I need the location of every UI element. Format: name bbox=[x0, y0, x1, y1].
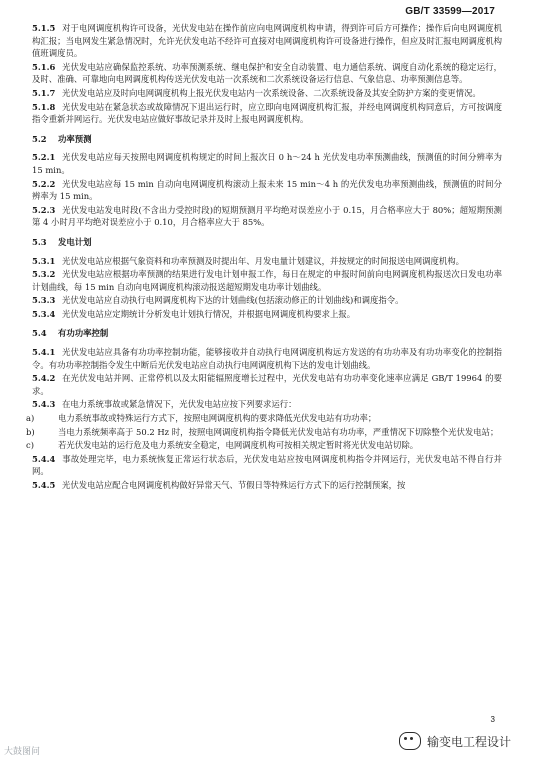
clause-number: 5.2.1 bbox=[32, 152, 56, 163]
clause-number: 5.4.1 bbox=[32, 347, 56, 358]
clause-text: 光伏发电站应配合电网调度机构做好异常天气、节假日等特殊运行方式下的运行控制预案，按 bbox=[62, 480, 406, 490]
clause-number: 5.3.1 bbox=[32, 255, 56, 266]
clause-number: 5.2.2 bbox=[32, 178, 56, 189]
clause-text: 在电力系统事故或紧急情况下，光伏发电站应按下列要求运行： bbox=[62, 399, 297, 410]
clause-number: 5.3.4 bbox=[32, 308, 56, 319]
list-item-text: 电力系统事故或特殊运行方式下，按照电网调度机构的要求降低光伏发电站有功功率； bbox=[58, 413, 377, 424]
watermark-brand-text: 输变电工程设计 bbox=[426, 734, 511, 749]
clause-paragraph bbox=[32, 178, 502, 203]
list-item-label: c) bbox=[26, 440, 34, 451]
clause-number: 5.4.2 bbox=[32, 373, 56, 384]
watermark-brand bbox=[399, 732, 511, 750]
page-number: 3 bbox=[490, 715, 495, 724]
clause-paragraph bbox=[32, 479, 502, 492]
clause-number: 5.1.8 bbox=[32, 101, 56, 112]
clause-paragraph bbox=[32, 268, 502, 293]
clause-text: 光伏发电站应根据功率预测的结果进行发电计划申报工作，每日在规定的申报时间前向电网调度机构报送次日发电功率计划曲线，每 15 min 自动向电网调度机构滚动报送超短期发电功率计划曲线。 bbox=[32, 269, 502, 292]
clause-paragraph bbox=[32, 101, 502, 126]
clause-text: 光伏发电站应每 15 min 自动向电网调度机构滚动上报未来 15 min～4 h 的光伏发电功率预测曲线，预测值的时间分辨率为 15 min。 bbox=[32, 178, 502, 202]
clause-text: 光伏发电站发电时段(不含出力受控时段)的短期预测月平均绝对误差应小于 0.15，月合格率应大于 80%；超短期预测第 4 小时月平均绝对误差应小于 0.10，月合格率应大于 85%。 bbox=[32, 204, 502, 228]
clause-paragraph bbox=[32, 151, 502, 176]
clause-paragraph bbox=[32, 87, 502, 100]
clause-number: 5.2.3 bbox=[32, 204, 56, 215]
document-body bbox=[26, 22, 502, 493]
list-item bbox=[26, 412, 502, 425]
clause-text: 光伏发电站应定期统计分析发电计划执行情况，并根据电网调度机构要求上报。 bbox=[62, 308, 356, 319]
clause-number: 5.3.3 bbox=[32, 295, 56, 306]
clause-text: 光伏发电站应每天按照电网调度机构规定的时间上报次日 0 h～24 h 光伏发电功率预测曲线，预测值的时间分辨率为 15 min。 bbox=[32, 152, 502, 175]
clause-text: 光伏发电站在紧急状态或故障情况下退出运行时，应立即向电网调度机构汇报，并经电网调度机构同意后，方可按调度指令重新并网运行。光伏发电站应做好事故记录并及时上报电网调度机构。 bbox=[32, 101, 502, 125]
clause-text: 光伏发电站应具备有功功率控制功能，能够接收并自动执行电网调度机构远方发送的有功功率及有功功率变化的控制指令。有功功率控制指令发生中断后光伏发电站应自动执行电网调度机构下达的发电计划曲线。 bbox=[32, 347, 502, 370]
clause-text: 事故处理完毕，电力系统恢复正常运行状态后，光伏发电站应按电网调度机构指令并网运行，光伏发电站不得自行并网。 bbox=[32, 453, 502, 477]
clause-text: 光伏发电站应根据气象资料和功率预测及时提出年、月发电量计划建议，并按规定的时间报送电网调度机构。 bbox=[62, 255, 464, 266]
list-item-text: 当电力系统频率高于 50.2 Hz 时，按照电网调度机构指令降低光伏发电站有功功率，严重情况下切除整个光伏发电站； bbox=[58, 426, 499, 437]
section-heading-5-2: 5.2 功率预测 bbox=[32, 133, 92, 144]
wechat-icon bbox=[399, 732, 421, 750]
clause-text: 光伏发电站应确保监控系统、功率预测系统、继电保护和安全自动装置、电力通信系统、调度自动化系统的稳定运行，及时、准确、可靠地向电网调度机构传送光伏发电站一次系统和二次系统设备运行信息、气象信息、功率预测信息等。 bbox=[32, 61, 502, 85]
clause-paragraph bbox=[32, 453, 502, 478]
clause-paragraph bbox=[32, 61, 502, 86]
clause-text: 光伏发电站应及时向电网调度机构上报光伏发电站内一次系统设备、二次系统设备及其安全防护方案的变更情况。 bbox=[62, 87, 481, 98]
watermark-left: 大鼓图问 bbox=[4, 747, 41, 757]
clause-text: 光伏发电站应自动执行电网调度机构下达的计划曲线(包括滚动修正的计划曲线)和调度指令。 bbox=[62, 295, 404, 306]
standard-number-header: GB/T 33599—2017 bbox=[405, 6, 495, 17]
clause-number: 5.1.6 bbox=[32, 61, 56, 72]
clause-paragraph bbox=[32, 398, 502, 411]
list-item-label: a) bbox=[26, 413, 35, 424]
clause-paragraph bbox=[32, 22, 502, 60]
clause-number: 5.1.5 bbox=[32, 23, 56, 33]
clause-paragraph bbox=[32, 294, 502, 307]
section-heading-5-3: 5.3 发电计划 bbox=[32, 236, 92, 247]
clause-paragraph bbox=[32, 346, 502, 371]
clause-paragraph bbox=[32, 308, 502, 321]
clause-paragraph bbox=[32, 255, 502, 268]
clause-paragraph bbox=[32, 204, 502, 229]
clause-number: 5.4.3 bbox=[32, 399, 56, 410]
list-item bbox=[26, 439, 502, 452]
clause-number: 5.4.4 bbox=[32, 453, 56, 464]
list-item-text: 若光伏发电站的运行危及电力系统安全稳定，电网调度机构可按相关规定暂时将光伏发电站切除。 bbox=[58, 440, 419, 451]
clause-number: 5.1.7 bbox=[32, 87, 56, 98]
list-item-label: b) bbox=[26, 426, 35, 437]
clause-text: 对于电网调度机构许可设备，光伏发电站在操作前应向电网调度机构申请，得到许可后方可操作；操作后向电网调度机构汇报；当电网发生紧急情况时，允许光伏发电站不经许可直接对电网调度机构许可设备进行操作，但应及时汇报电网调度机构值班调度员。 bbox=[32, 23, 502, 59]
clause-text: 在光伏发电站并网、正常停机以及太阳能辐照度增长过程中，光伏发电站有功功率变化速率应满足 GB/T 19964 的要求。 bbox=[32, 373, 502, 396]
section-heading-5-4: 5.4 有功功率控制 bbox=[32, 328, 109, 339]
clause-number: 5.4.5 bbox=[32, 480, 56, 490]
list-item bbox=[26, 426, 502, 439]
clause-paragraph bbox=[32, 372, 502, 397]
clause-number: 5.3.2 bbox=[32, 269, 56, 280]
